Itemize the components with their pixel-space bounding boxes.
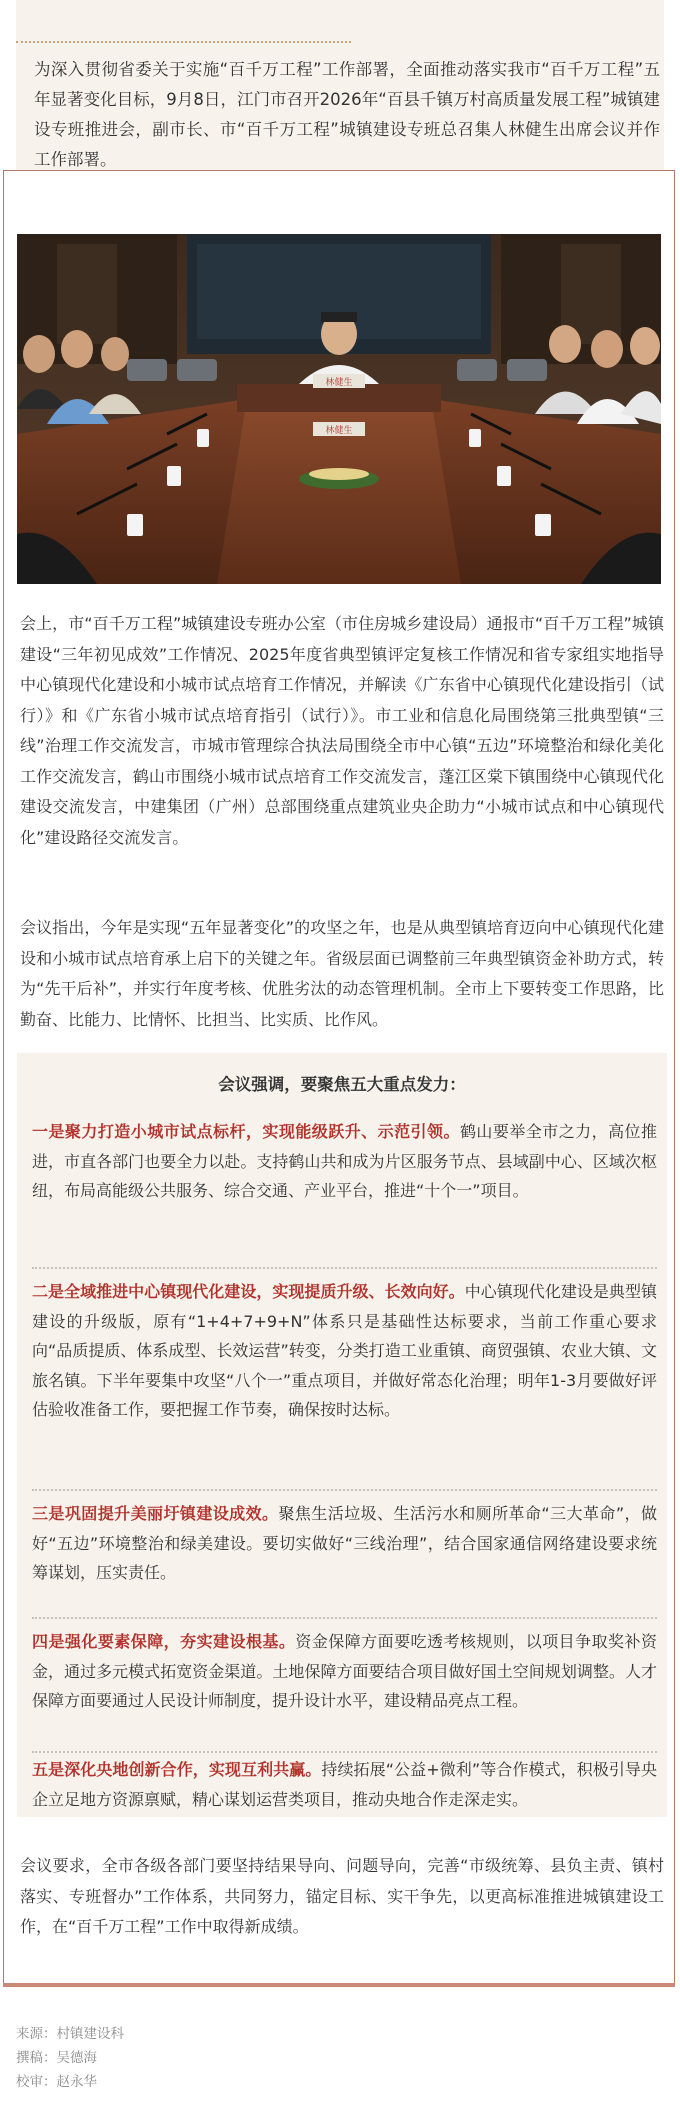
key-point-3-text: 聚焦生活垃圾、生活污水和厕所革命“三大革命”，做好“五边”环境整治和绿美建设。要切实做好“三线治理”，结合国家通信网络建设要求统筹谋划，压实责任。 <box>32 1504 657 1582</box>
intro-block <box>16 0 664 185</box>
nameplate-text: 林健生 <box>325 378 353 388</box>
key-points-heading: 会议强调，要聚焦五大重点发力： <box>218 1075 466 1094</box>
key-point-1-title: 一是聚力打造小城市试点标杆，实现能级跃升、示范引领。 <box>32 1122 460 1141</box>
intro-paragraph: 为深入贯彻省委关于实施“百千万工程”工作部署，全面推动落实我市“百千万工程”五年显著变化目标，9月8日，江门市召开2026年“百县千镇万村高质量发展工程”城镇建设专班推进会，副市长、市“百千万工程”城镇建设专班总召集人林健生出席会议并作工作部署。 <box>34 60 660 169</box>
credit-reviewer: 校审：赵永华 <box>16 2074 97 2090</box>
key-point-3-title: 三是巩固提升美丽圩镇建设成效。 <box>32 1504 279 1523</box>
key-points-panel <box>17 1053 667 1817</box>
nameplate-text-second: 林健生 <box>325 426 353 436</box>
key-point-5-text: 持续拓展“公益+微利”等合作模式，积极引导央企立足地方资源禀赋，精心谋划运营类项目，推动央地合作走深走实。 <box>32 1760 657 1809</box>
meeting-photo <box>17 234 661 584</box>
point-divider <box>32 1751 657 1753</box>
key-point-4-text: 资金保障方面要吃透考核规则，以项目争取奖补资金，通过多元模式拓宽资金渠道。土地保障方面要结合项目做好国土空间规划调整。人才保障方面要通过人民设计师制度，提升设计水平，建设精品亮点工程。 <box>32 1632 657 1710</box>
point-divider <box>32 1617 657 1619</box>
key-point-5-title: 五是深化央地创新合作，实现互利共赢。 <box>32 1760 322 1779</box>
key-point-1-text: 鹤山要举全市之力，高位推进，市直各部门也要全力以赴。支持鹤山共和成为片区服务节点、县域副中心、区域次枢纽，布局高能级公共服务、综合交通、产业平台，推进“十个一”项目。 <box>32 1122 657 1200</box>
key-point-2-text: 中心镇现代化建设是典型镇建设的升级版，原有“1+4+7+9+N”体系只是基础性达标要求，当前工作重心要求向“品质提质、体系成型、长效运营”转变，分类打造工业重镇、商贸强镇、农业大镇、文旅名镇。下半年要集中攻坚“八个一”重点项目，并做好常态化治理；明年1-3月要做好评估验收准备工作，要把握工作节奏，确保按时达标。 <box>32 1282 657 1419</box>
key-point-2-title: 二是全域推进中心镇现代化建设，实现提质升级、长效向好。 <box>32 1282 465 1301</box>
key-point-4-title: 四是强化要素保障，夯实建设根基。 <box>32 1632 296 1651</box>
key-point-2 <box>32 1277 657 1425</box>
point-divider <box>32 1489 657 1491</box>
body-paragraph-2: 会议指出，今年是实现“五年显著变化”的攻坚之年，也是从典型镇培育迈向中心镇现代化建设和小城市试点培育承上启下的关键之年。省级层面已调整前三年典型镇资金补助方式，转为“先干后补”，并实行年度考核、优胜劣汰的动态管理机制。全市上下要转变工作思路，比勤奋、比能力、比情怀、比担当、比实质、比作风。 <box>20 918 664 1029</box>
credit-source: 来源：村镇建设科 <box>16 2026 124 2042</box>
closing-paragraph: 会议要求，全市各级各部门要坚持结果导向、问题导向，完善“市级统筹、县负主责、镇村落实、专班督办”工作体系，共同努力，锚定目标、实干争先，以更高标准推进城镇建设工作，在“百千万工程”工作中取得新成绩。 <box>20 1856 664 1936</box>
body-paragraph-1: 会上，市“百千万工程”城镇建设专班办公室（市住房城乡建设局）通报市“百千万工程”城镇建设“三年初见成效”工作情况、2025年度省典型镇评定复核工作情况和省专家组实地指导中心镇现代化建设和小城市试点培育工作情况，并解读《广东省中心镇现代化建设指引（试行）》和《广东省小城市试点培育指引（试行）》。市工业和信息化局围绕第三批典型镇“三线”治理工作交流发言，市城市管理综合执法局围绕全市中心镇“五边”环境整治和绿化美化工作交流发言，鹤山市围绕小城市试点培育工作交流发言，蓬江区棠下镇围绕中心镇现代化建设交流发言，中建集团（广州）总部围绕重点建筑业央企助力“小城市试点和中心镇现代化”建设路径交流发言。 <box>20 614 664 847</box>
key-point-5 <box>32 1755 657 1814</box>
point-divider <box>32 1267 657 1269</box>
credit-author: 撰稿：吴德海 <box>16 2050 97 2066</box>
key-point-4 <box>32 1627 657 1716</box>
article-frame <box>3 170 675 1985</box>
key-point-3 <box>32 1499 657 1588</box>
intro-divider <box>16 41 351 43</box>
credits <box>16 2022 124 2094</box>
frame-bottom-bar <box>3 1983 675 1987</box>
key-point-1 <box>32 1117 657 1206</box>
